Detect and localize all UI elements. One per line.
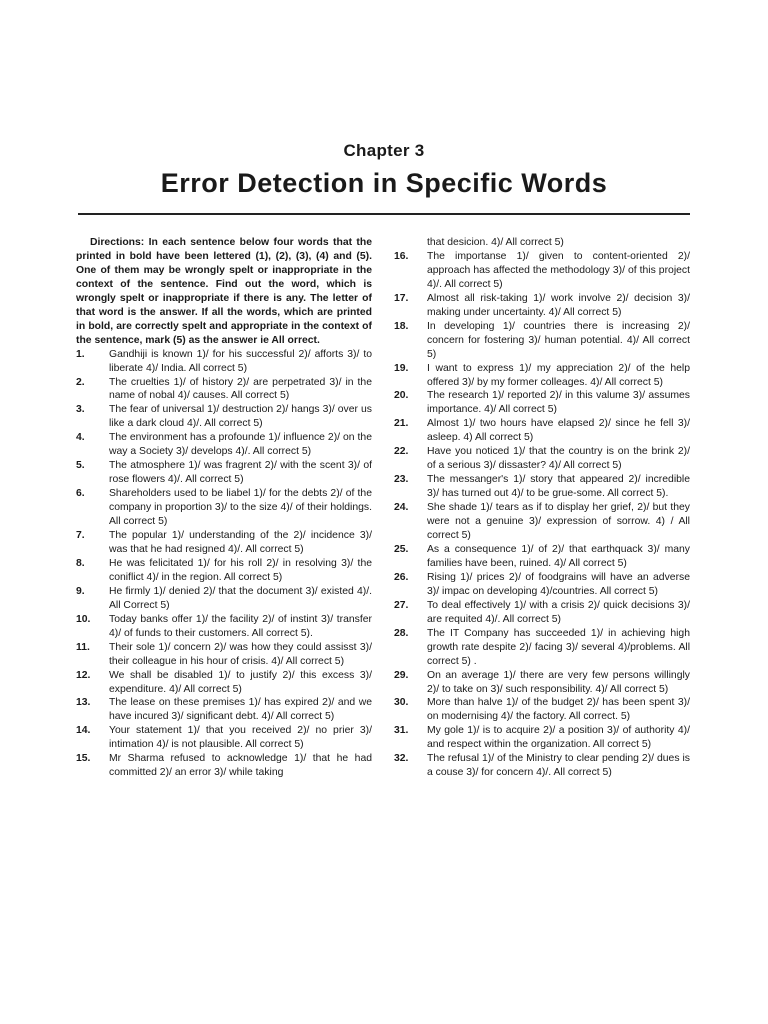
question-item xyxy=(76,557,372,585)
question-text: The importanse 1)/ given to content-oriented 2)/ approach has affected the methodology 3)/ of this project 4)/. All correct 5) xyxy=(427,250,690,290)
question-number: 15. xyxy=(76,753,91,765)
question-text: Rising 1)/ prices 2)/ of foodgrains will have an adverse 3)/ impac on developing 4)/countries. All correct 5) xyxy=(427,571,690,597)
question-item xyxy=(394,292,690,320)
question-text: On an average 1)/ there are very few persons willingly 2)/ to take on 3)/ such responsibility. 4)/ All correct 5) xyxy=(427,669,690,695)
question-item xyxy=(394,250,690,292)
question-item xyxy=(76,403,372,431)
question-item xyxy=(394,501,690,543)
question-item xyxy=(394,445,690,473)
question-number: 9. xyxy=(76,585,85,597)
question-text: He was felicitated 1)/ for his roll 2)/ in resolving 3)/ the coniflict 4)/ in the region. All correct 5) xyxy=(109,557,372,583)
question-item xyxy=(394,362,690,390)
chapter-title: Error Detection in Specific Words xyxy=(160,168,608,198)
question-item xyxy=(76,669,372,697)
question-text: Have you noticed 1)/ that the country is on the brink 2)/ of a serious 3)/ dissaster? 4)/ All correct 5) xyxy=(427,446,690,472)
question-number: 25. xyxy=(394,543,409,555)
question-text: The atmosphere 1)/ was fragrent 2)/ with the scent 3)/ of rose flowers 4)/. All correct 5) xyxy=(109,460,372,486)
question-item xyxy=(76,613,372,641)
question-list-right xyxy=(394,250,690,780)
question-number: 17. xyxy=(394,292,409,304)
question-item xyxy=(394,599,690,627)
question-number: 23. xyxy=(394,474,409,486)
question-number: 32. xyxy=(394,753,409,765)
question-item xyxy=(394,571,690,599)
question-text: Gandhiji is known 1)/ for his successful 2)/ afforts 3)/ to liberate 4)/ India. All correct 5) xyxy=(109,348,372,374)
question-text: Shareholders used to be liabel 1)/ for the debts 2)/ of the company in proportion 3)/ to the size 4)/ of their holdings. All correct 5) xyxy=(109,488,372,528)
question-text: The IT Company has succeeded 1)/ in achieving high growth rate despite 2)/ facing 3)/ several 4)/problems. All correct 5) . xyxy=(427,627,690,667)
question-text: Your statement 1)/ that you received 2)/ no prier 3)/ intimation 4)/ is not plausible. All correct 5) xyxy=(109,725,372,751)
question-item xyxy=(394,417,690,445)
question-item xyxy=(76,487,372,529)
question-item xyxy=(394,669,690,697)
question-text: Mr Sharma refused to acknowledge 1)/ that he had committed 2)/ an error 3)/ while taking xyxy=(109,753,372,779)
question-text: Almost 1)/ two hours have elapsed 2)/ since he fell 3)/ asleep. 4) All correct 5) xyxy=(427,418,690,444)
title-divider xyxy=(78,213,690,215)
question-number: 11. xyxy=(76,641,90,653)
question-item xyxy=(76,459,372,487)
question-number: 13. xyxy=(76,697,91,709)
question-number: 3. xyxy=(76,404,85,416)
question-number: 22. xyxy=(394,446,409,458)
question-number: 24. xyxy=(394,502,409,514)
question-item xyxy=(394,627,690,669)
question-number: 19. xyxy=(394,362,409,374)
question-item xyxy=(76,752,372,780)
question-text: More than halve 1)/ of the budget 2)/ has been spent 3)/ on modernising 4)/ the factory. All correct. 5) xyxy=(427,697,690,723)
question-item xyxy=(76,431,372,459)
question-text: The research 1)/ reported 2)/ in this valume 3)/ assumes importance. 4)/ All correct 5) xyxy=(427,390,690,416)
question-text: The fear of universal 1)/ destruction 2)/ hangs 3)/ over us like a dark cloud 4)/. All correct 5) xyxy=(109,404,372,430)
question-text: The environment has a profounde 1)/ influence 2)/ on the way a Society 3)/ develops 4)/. All correct 5) xyxy=(109,432,372,458)
question-text: The popular 1)/ understanding of the 2)/ incidence 3)/ was that he had resigned 4)/. All correct 5) xyxy=(109,530,372,555)
question-number: 18. xyxy=(394,320,409,332)
question-item xyxy=(394,473,690,501)
question-item xyxy=(76,376,372,404)
question-item xyxy=(76,585,372,613)
question-number: 21. xyxy=(394,418,409,430)
directions-paragraph: Directions: In each sentence below four words that the printed in bold have been lettered (1), (2), (3), (4) and (5). One of them may be wrongly spelt or inappropriate in the context of the sentence. Find out the word, which is wrongly spelt or inappropriate if there is any. The letter of that word is the answer. If all the words, which are printed in bold, are correctly spelt and appropriate in the context of the sentence, mark (5) as the answer ie All orrect. xyxy=(76,237,372,346)
question-number: 1. xyxy=(76,348,85,360)
question-text: The lease on these premises 1)/ has expired 2)/ and we have incured 3)/ significant debt. 4)/ All correct 5) xyxy=(109,697,372,723)
question-list-left xyxy=(76,348,372,781)
question-number: 6. xyxy=(76,488,85,500)
question-number: 4. xyxy=(76,432,85,444)
question-number: 29. xyxy=(394,669,409,681)
question-number: 16. xyxy=(394,250,409,262)
question-item xyxy=(394,543,690,571)
question-text: As a consequence 1)/ of 2)/ that earthquack 3)/ many families have been, ruined. 4)/ All correct 5) xyxy=(427,543,690,569)
question-number: 12. xyxy=(76,669,91,681)
question-number: 27. xyxy=(394,599,409,611)
chapter-label: Chapter 3 xyxy=(343,141,425,160)
question-item xyxy=(76,696,372,724)
question-text: The messanger's 1)/ story that appeared 2)/ incredible 3)/ has turned out 4)/ to be grue-some. All correct 5). xyxy=(427,474,690,500)
question-item xyxy=(394,696,690,724)
question-text: He firmly 1)/ denied 2)/ that the document 3)/ existed 4)/. All Correct 5) xyxy=(109,585,372,611)
question-item xyxy=(76,348,372,376)
question-number: 20. xyxy=(394,390,409,402)
question-number: 2. xyxy=(76,376,85,388)
question-text: Today banks offer 1)/ the facility 2)/ of instint 3)/ transfer 4)/ of funds to their customers. All correct 5). xyxy=(109,613,372,639)
question-item xyxy=(76,724,372,752)
question-text: Almost all risk-taking 1)/ work involve 2)/ decision 3)/ making under uncertainty. 4)/ All correct 5) xyxy=(427,292,690,318)
question-item xyxy=(394,320,690,362)
question-number: 30. xyxy=(394,697,409,709)
question-text: The refusal 1)/ of the Ministry to clear pending 2)/ dues is a couse 3)/ for concern 4)/. All correct 5) xyxy=(427,753,690,779)
question-text: To deal effectively 1)/ with a crisis 2)/ quick decisions 3)/ are requited 4)/. All correct 5) xyxy=(427,599,690,625)
question-item xyxy=(394,752,690,780)
question-text: In developing 1)/ countries there is increasing 2)/ concern for fostering 3)/ human potential. 4)/ All correct 5) xyxy=(427,320,690,360)
question-number: 14. xyxy=(76,725,91,737)
question-text: She shade 1)/ tears as if to display her grief, 2)/ but they were not a genuine 3)/ expression of sorrow. 4) / All correct 5) xyxy=(427,502,690,542)
left-column xyxy=(76,236,372,780)
question-number: 31. xyxy=(394,725,409,737)
question-text: Their sole 1)/ concern 2)/ was how they could assisst 3)/ their colleague in his hour of crisis. 4)/ All correct 5) xyxy=(109,641,372,667)
question-15-continuation: that desicion. 4)/ All correct 5) xyxy=(427,237,564,248)
question-text: We shall be disabled 1)/ to justify 2)/ this excess 3)/ expenditure. 4)/ All correct 5) xyxy=(109,669,372,695)
question-number: 7. xyxy=(76,530,85,542)
question-item xyxy=(76,529,372,557)
question-number: 26. xyxy=(394,571,409,583)
right-column xyxy=(394,236,690,780)
question-number: 28. xyxy=(394,627,409,639)
question-number: 10. xyxy=(76,613,91,625)
question-text: My gole 1)/ is to acquire 2)/ a position 3)/ of authority 4)/ and respect within the organization. All correct 5) xyxy=(427,725,690,751)
question-item xyxy=(76,641,372,669)
question-number: 5. xyxy=(76,460,85,472)
question-text: The cruelties 1)/ of history 2)/ are perpetrated 3)/ in the name of nobal 4)/ causes. All correct 5) xyxy=(109,376,372,402)
question-number: 8. xyxy=(76,557,85,569)
question-text: I want to express 1)/ my appreciation 2)/ of the help offered 3)/ by my former colleages. 4)/ All correct 5) xyxy=(427,362,690,388)
question-item xyxy=(394,389,690,417)
question-item xyxy=(394,724,690,752)
